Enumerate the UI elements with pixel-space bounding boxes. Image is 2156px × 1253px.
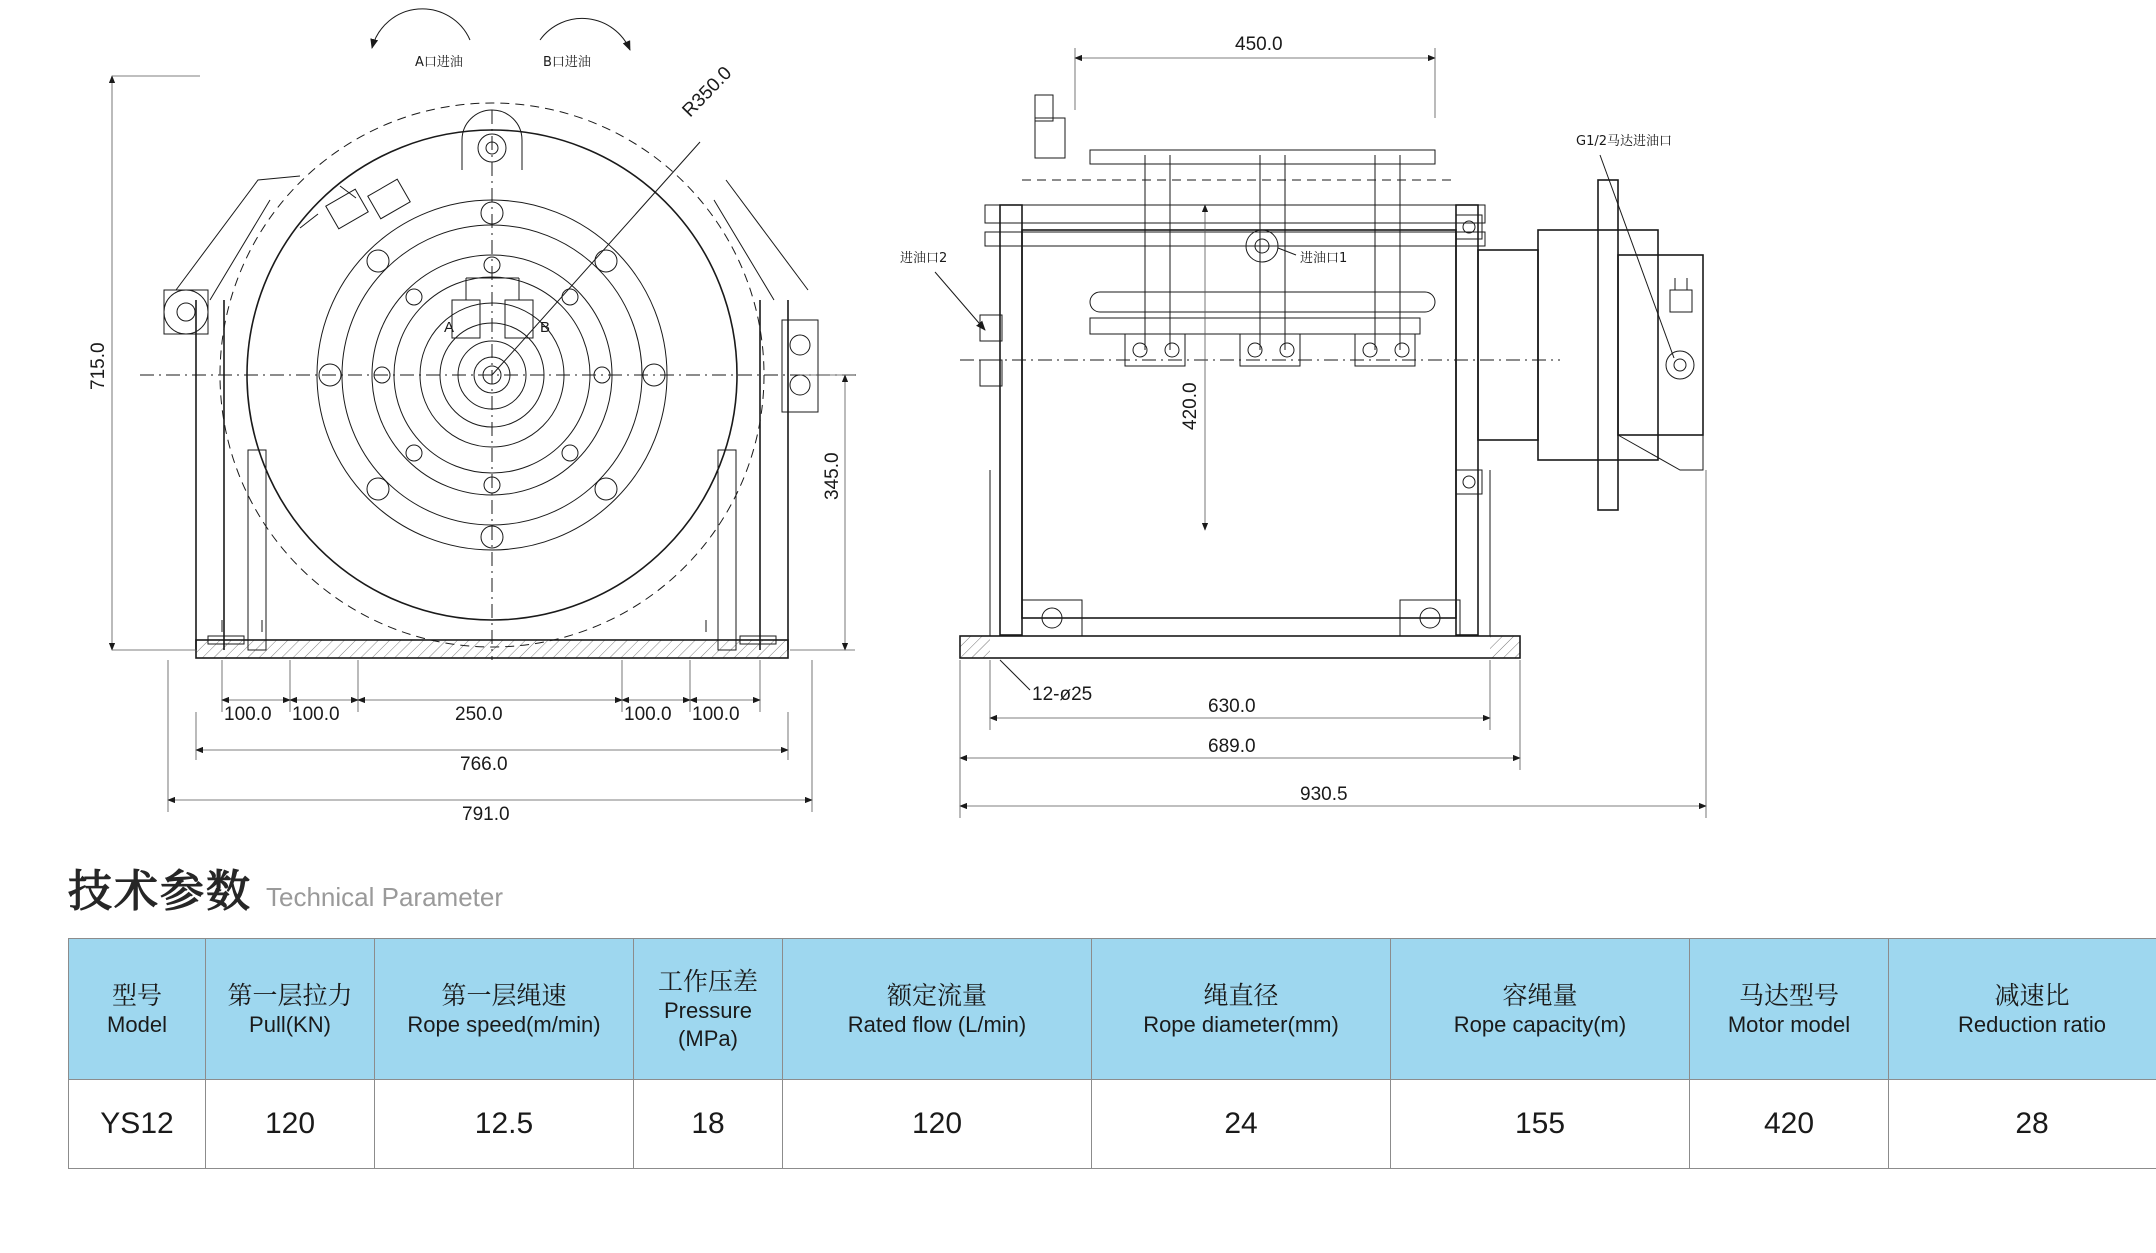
svg-text:345.0: 345.0: [822, 452, 843, 500]
col-header-reduction-ratio: [1889, 939, 2156, 1080]
col-header-reduction-ratio-en: Reduction ratio: [1958, 1011, 2106, 1037]
svg-text:12-ø25: 12-ø25: [1032, 684, 1093, 705]
dim-r350: R350.0: [678, 62, 737, 122]
drum-assembly: [900, 95, 1703, 658]
col-header-model: [69, 939, 206, 1080]
col-header-rated-flow-en: Rated flow (L/min): [847, 1011, 1027, 1037]
svg-text:930.5: 930.5: [1300, 784, 1348, 805]
left-view: [88, 9, 860, 825]
label-motor-port: G1/2马达进油口: [1576, 134, 1672, 149]
spec-table-head: [69, 939, 2156, 1080]
rotation-arrows: [372, 9, 630, 70]
svg-text:630.0: 630.0: [1208, 696, 1256, 717]
col-header-reduction-ratio-cn: 减速比: [1994, 980, 2070, 1010]
spec-table-wrapper: [68, 938, 2106, 1169]
label-oil-port-2: 进油口2: [900, 251, 948, 266]
svg-text:A口进油: A口进油: [415, 55, 463, 70]
section-title: [68, 855, 503, 919]
col-header-rope-diameter-en: Rope diameter(mm): [1143, 1011, 1339, 1037]
col-header-model-cn: 型号: [111, 980, 162, 1010]
svg-text:B口进油: B口进油: [543, 55, 591, 70]
radius-leader: [492, 63, 736, 375]
cell-rated-flow: 120: [783, 1080, 1092, 1169]
col-header-rope-capacity: [1391, 939, 1690, 1080]
cell-rope-speed: 12.5: [375, 1080, 634, 1169]
dim-345: [790, 375, 855, 650]
col-header-motor-model: [1690, 939, 1889, 1080]
cell-motor-model: 420: [1690, 1080, 1889, 1169]
svg-text:100.0: 100.0: [692, 704, 740, 725]
label-port-a: A: [444, 319, 455, 336]
cell-rope-diameter: 24: [1092, 1080, 1391, 1169]
col-header-rope-diameter-cn: 绳直径: [1203, 980, 1279, 1010]
svg-text:450.0: 450.0: [1235, 34, 1283, 55]
label-oil-port-1: 进油口1: [1300, 251, 1348, 266]
svg-text:250.0: 250.0: [455, 704, 503, 725]
svg-text:766.0: 766.0: [460, 754, 508, 775]
svg-text:689.0: 689.0: [1208, 736, 1256, 757]
label-port-b: B: [540, 319, 551, 336]
col-header-motor-model-cn: 马达型号: [1738, 980, 1839, 1010]
col-header-rope-speed-cn: 第一层绳速: [441, 980, 567, 1010]
col-header-rated-flow: [783, 939, 1092, 1080]
col-header-motor-model-en: Motor model: [1727, 1011, 1851, 1037]
svg-text:715.0: 715.0: [88, 342, 109, 390]
col-header-pressure: [634, 939, 783, 1080]
col-header-model-en: Model: [107, 1011, 167, 1037]
col-header-rope-speed: [375, 939, 634, 1080]
cell-rope-capacity: 155: [1391, 1080, 1690, 1169]
section-title-en: Technical Parameter: [266, 882, 503, 912]
col-header-pull: [206, 939, 375, 1080]
cell-reduction-ratio: 28: [1889, 1080, 2156, 1169]
dim-450: [1075, 34, 1435, 118]
dim-715: [88, 76, 200, 650]
dim-bottom-segments: [222, 660, 760, 725]
col-header-rated-flow-cn: 额定流量: [886, 980, 987, 1010]
svg-text:420.0: 420.0: [1180, 382, 1201, 430]
winch-body-outline: [164, 63, 818, 658]
col-header-rope-diameter: [1092, 939, 1391, 1080]
table-header-row: [69, 939, 2156, 1080]
svg-text:791.0: 791.0: [462, 804, 510, 825]
svg-text:100.0: 100.0: [292, 704, 340, 725]
col-header-pressure-cn: 工作压差: [657, 966, 758, 996]
spec-table: [68, 938, 2156, 1169]
cell-model: YS12: [69, 1080, 206, 1169]
cell-pressure: 18: [634, 1080, 783, 1169]
col-header-rope-capacity-cn: 容绳量: [1502, 980, 1578, 1010]
dim-420: [1180, 205, 1205, 530]
col-header-pressure-en: Pressure: [663, 998, 753, 1024]
right-view: [900, 34, 1706, 818]
col-header-pull-en: Pull(KN): [249, 1011, 331, 1037]
svg-text:100.0: 100.0: [224, 704, 272, 725]
col-header-pressure-unit: (MPa): [678, 1025, 738, 1051]
dim-930: [960, 470, 1706, 818]
svg-text:100.0: 100.0: [624, 704, 672, 725]
cell-pull: 120: [206, 1080, 375, 1169]
col-header-rope-capacity-en: Rope capacity(m): [1453, 1011, 1627, 1037]
spec-table-body: [69, 1080, 2156, 1169]
label-holes: [1000, 660, 1092, 705]
col-header-rope-speed-en: Rope speed(m/min): [407, 1011, 601, 1037]
dim-791: [168, 660, 812, 825]
col-header-pull-cn: 第一层拉力: [227, 980, 353, 1010]
section-title-cn: 技术参数: [68, 866, 252, 917]
table-row: [69, 1080, 2156, 1169]
